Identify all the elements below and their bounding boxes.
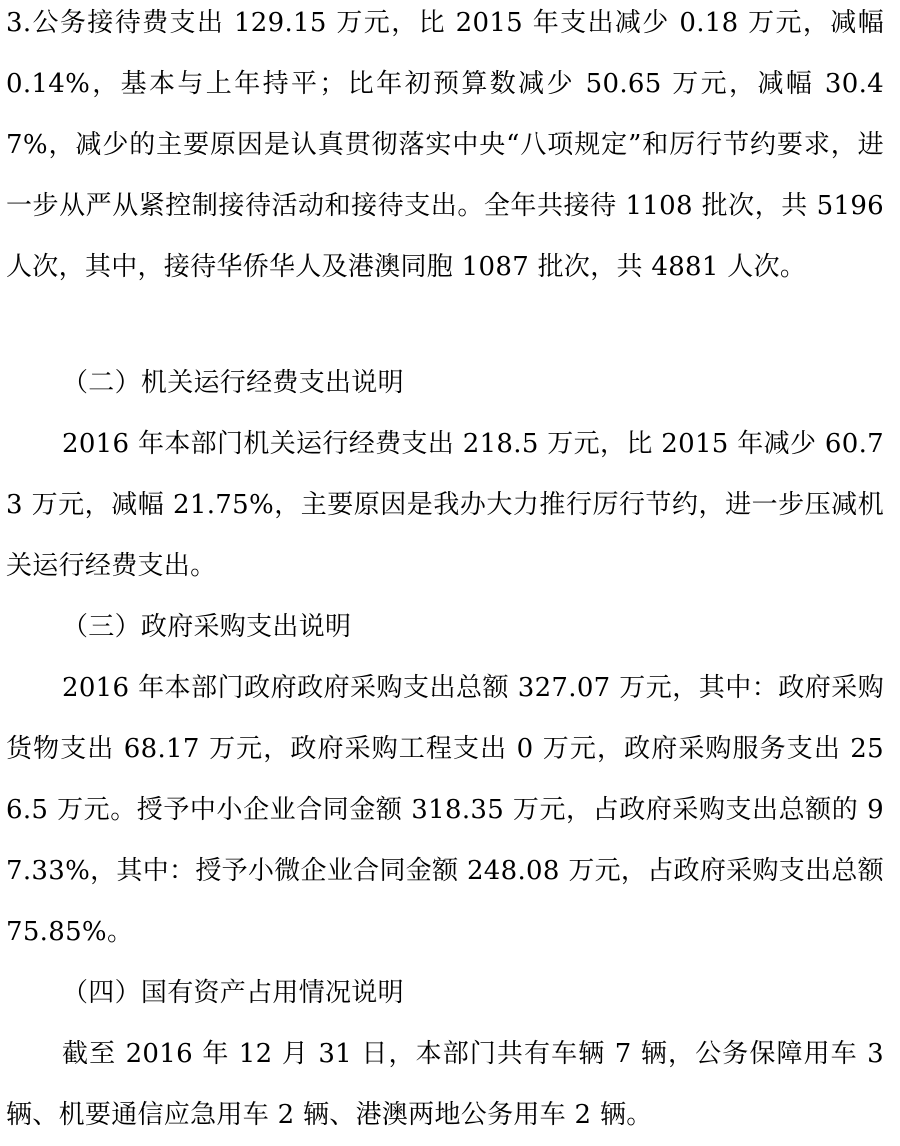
procurement-heading: （三）政府采购支出说明	[62, 612, 352, 642]
operating-expense-heading: （二）机关运行经费支出说明	[62, 368, 404, 398]
reception-expense-paragraph: 3.公务接待费支出 129.15 万元，比 2015 年支出减少 0.18 万元，减幅 0.14%，基本与上年持平；比年初预算数减少 50.65 万元，减幅 30.47%，减少的主要原因是认真贯彻落实中央“八项规定”和厉行节约要求，进一步从严从紧控制接待活动和接待支出。全年共接待 1108 批次，共 5196 人次，其中，接待华侨华人及港澳同胞 1087 批次，共 4881 人次。	[6, 8, 884, 282]
state-assets-heading: （四）国有资产占用情况说明	[62, 978, 404, 1008]
state-assets-paragraph: 截至 2016 年 12 月 31 日，本部门共有车辆 7 辆，公务保障用车 3 辆、机要通信应急用车 2 辆、港澳两地公务用车 2 辆。	[6, 1039, 884, 1130]
procurement-paragraph: 2016 年本部门政府政府采购支出总额 327.07 万元，其中：政府采购货物支出 68.17 万元，政府采购工程支出 0 万元，政府采购服务支出 256.5 万元。授予中小企业合同金额 318.35 万元，占政府采购支出总额的 97.33%，其中：授予小微企业合同金额 248.08 万元，占政府采购支出总额 75.85%。	[6, 673, 884, 947]
operating-expense-paragraph: 2016 年本部门机关运行经费支出 218.5 万元，比 2015 年减少 60.73 万元，减幅 21.75%，主要原因是我办大力推行厉行节约，进一步压减机关运行经费支出。	[6, 429, 884, 581]
